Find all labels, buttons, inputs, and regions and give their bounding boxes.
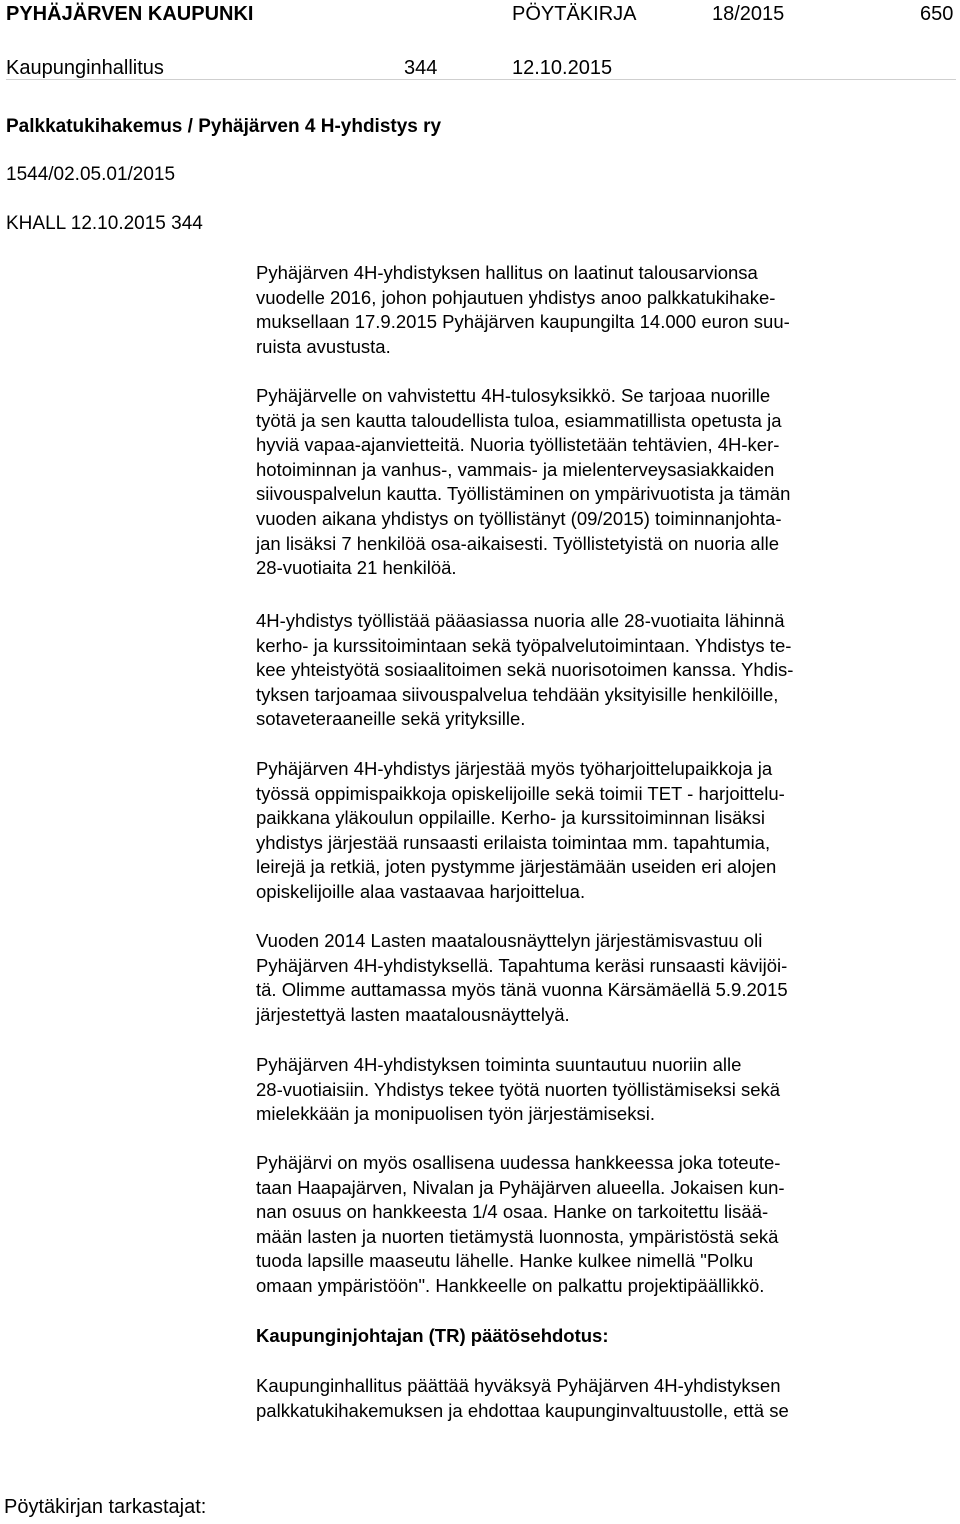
- issue-number: 18/2015: [712, 3, 785, 25]
- paragraph-4: Pyhäjärven 4H-yhdistys järjestää myös työharjoittelupaikkoja ja työssä oppimispaikkoja opiskelijoille sekä toimii TET - harjoittelu- paikkana yläkoulun oppilaille. Kerho- ja kurssitoiminnan lisäksi yhdistys järjestää runsaasti erilaista toimintaa mm. tapahtumia, leirejä ja retkiä, joten pystymme järjestämään useiden eri alojen opiskelijoille alaa vastaavaa harjoittelua.: [256, 758, 785, 902]
- document-type: PÖYTÄKIRJA: [512, 3, 637, 25]
- paragraph-1: Pyhäjärven 4H-yhdistyksen hallitus on laatinut talousarvionsa vuodelle 2016, johon pohjautuen yhdistys anoo palkkatukihake- muksellaan 17.9.2015 Pyhäjärven kaupungilta 14.000 euron suu- ruista avustusta.: [256, 262, 790, 357]
- page-number: 650: [920, 3, 954, 25]
- paragraph-3: 4H-yhdistys työllistää pääasiassa nuoria alle 28-vuotiaita lähinnä kerho- ja kurssitoimintaan sekä työpalvelutoimintaan. Yhdistys te- kee yhteistyötä sosiaalitoimen sekä nuorisotoimen kanssa. Yhdis- tyksen tarjoamaa siivouspalvelua tehdään yksityisille henkilöille, sotaveteraaneille sekä yrityksille.: [256, 610, 794, 730]
- paragraph-7: Pyhäjärvi on myös osallisena uudessa hankkeessa joka toteute- taan Haapajärven, Nivalan ja Pyhäjärven alueella. Jokaisen kun- nan osuus on hankkeesta 1/4 osaa. Hanke on tarkoitettu lisää- mään lasten ja nuorten tietämystä luonnosta, ympäristöstä sekä tuoda lapsille maaseutu lähelle. Hanke kulkee nimellä "Polku omaan ympäristöön". Hankkeelle on palkattu projektipäällikkö.: [256, 1152, 785, 1296]
- section-reference: KHALL 12.10.2015 344: [6, 213, 203, 234]
- proposal-text: Kaupunginhallitus päättää hyväksyä Pyhäjärven 4H-yhdistyksen palkkatukihakemuksen ja ehdottaa kaupunginvaltuustolle, että se: [256, 1375, 789, 1421]
- section-number: 344: [404, 57, 438, 79]
- record-number: 1544/02.05.01/2015: [6, 164, 176, 185]
- governing-body: Kaupunginhallitus: [6, 57, 164, 79]
- organization-name: PYHÄJÄRVEN KAUPUNKI: [6, 3, 254, 25]
- paragraph-5: Vuoden 2014 Lasten maatalousnäyttelyn järjestämisvastuu oli Pyhäjärven 4H-yhdistyksellä. Tapahtuma keräsi runsaasti kävijöi- tä. Olimme auttamassa myös tänä vuonna Kärsämäellä 5.9.2015 järjestettyä lasten maatalousnäyttelyä.: [256, 930, 788, 1025]
- item-title: Palkkatukihakemus / Pyhäjärven 4 H-yhdistys ry: [6, 116, 442, 137]
- proposal-heading: Kaupunginjohtajan (TR) päätösehdotus:: [256, 1325, 609, 1346]
- paragraph-6: Pyhäjärven 4H-yhdistyksen toiminta suuntautuu nuoriin alle 28-vuotiaisiin. Yhdistys tekee työtä nuorten työllistämiseksi sekä mielekkään ja monipuolisen työn järjestämiseksi.: [256, 1054, 781, 1125]
- paragraph-2: Pyhäjärvelle on vahvistettu 4H-tulosyksikkö. Se tarjoaa nuorille työtä ja sen kautta taloudellista tuloa, esiammatillista opetusta ja hyviä vapaa-ajanvietteitä. Nuoria työllistetään tehtävien, 4H-ker- hotoiminnan ja vanhus-, vammais- ja mielenterveysasiakkaiden siivouspalvelun kautta. Työllistäminen on ympärivuotista ja tämän vuoden aikana yhdistys on työllistänyt (09/2015) toiminnanjohta- jan lisäksi 7 henkilöä osa-aikaisesti. Työllistetyistä on nuoria alle 28-vuotiaita 21 henkilöä.: [256, 385, 791, 579]
- header-divider: [6, 79, 956, 80]
- meeting-date: 12.10.2015: [512, 57, 613, 79]
- minutes-reviewers-label: Pöytäkirjan tarkastajat:: [4, 1496, 207, 1518]
